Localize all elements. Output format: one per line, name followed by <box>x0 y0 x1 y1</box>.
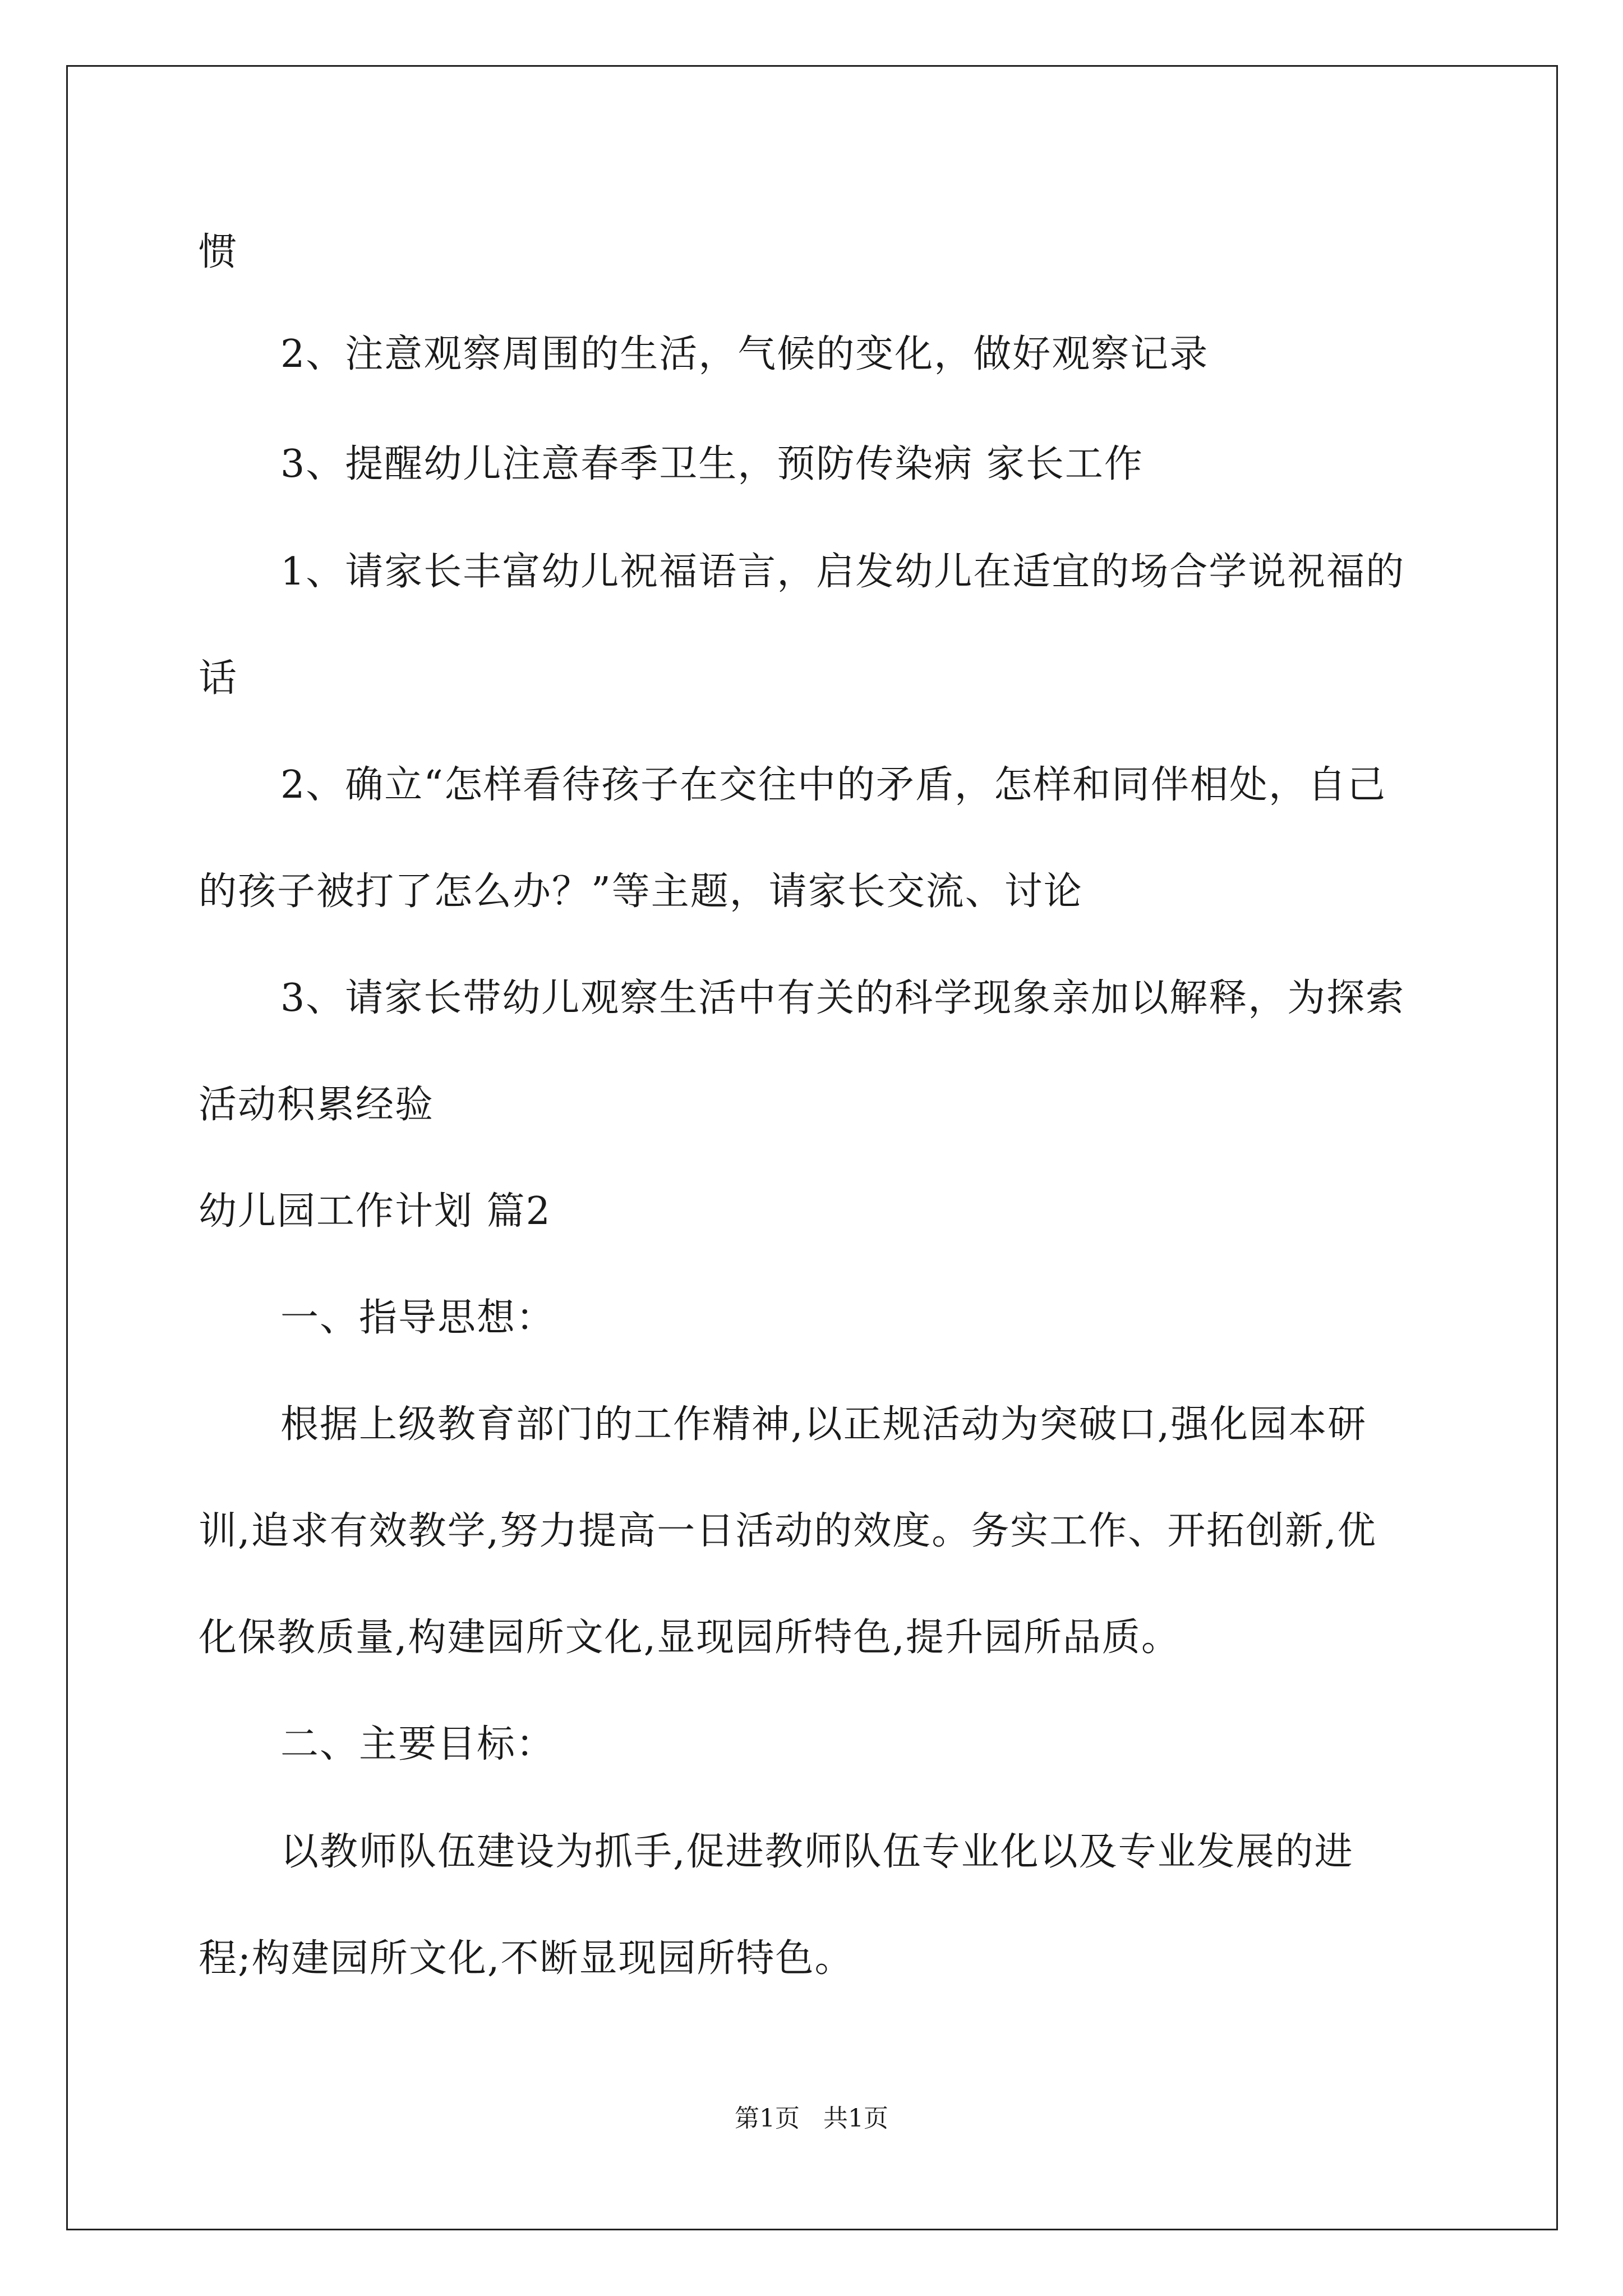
text-line: 1、请家长丰富幼儿祝福语言，启发幼儿在适宜的场合学说祝福的 <box>280 550 1405 594</box>
subheading: 二、主要目标： <box>280 1722 556 1766</box>
section-heading: 幼儿园工作计划 篇2 <box>199 1189 551 1234</box>
page-border <box>66 65 1558 2230</box>
text-line: 的孩子被打了怎么办？”等主题，请家长交流、讨论 <box>199 869 1083 914</box>
text-line: 以教师队伍建设为抓手,促进教师队伍专业化以及专业发展的进 <box>280 1830 1354 1874</box>
text-line: 话 <box>199 656 238 701</box>
text-line: 化保教质量,构建园所文化,显现园所特色,提升园所品质。 <box>199 1616 1181 1660</box>
subheading: 一、指导思想： <box>280 1296 556 1340</box>
text-line: 3、提醒幼儿注意春季卫生，预防传染病 家长工作 <box>280 442 1144 486</box>
text-line: 2、注意观察周围的生活，气候的变化，做好观察记录 <box>280 332 1209 376</box>
page-number: 第1页 共1页 <box>735 2104 888 2133</box>
text-line: 惯 <box>199 230 238 274</box>
text-line: 程;构建园所文化,不断显现园所特色。 <box>199 1936 854 1981</box>
text-line: 3、请家长带幼儿观察生活中有关的科学现象亲加以解释，为探索 <box>280 976 1405 1020</box>
text-line: 2、确立“怎样看待孩子在交往中的矛盾，怎样和同伴相处，自己 <box>280 763 1387 807</box>
text-line: 活动积累经验 <box>199 1083 435 1127</box>
text-line: 训,追求有效教学,努力提高一日活动的效度。务实工作、开拓创新,优 <box>199 1509 1377 1553</box>
text-line: 根据上级教育部门的工作精神,以正规活动为突破口,强化园本研 <box>280 1402 1367 1447</box>
